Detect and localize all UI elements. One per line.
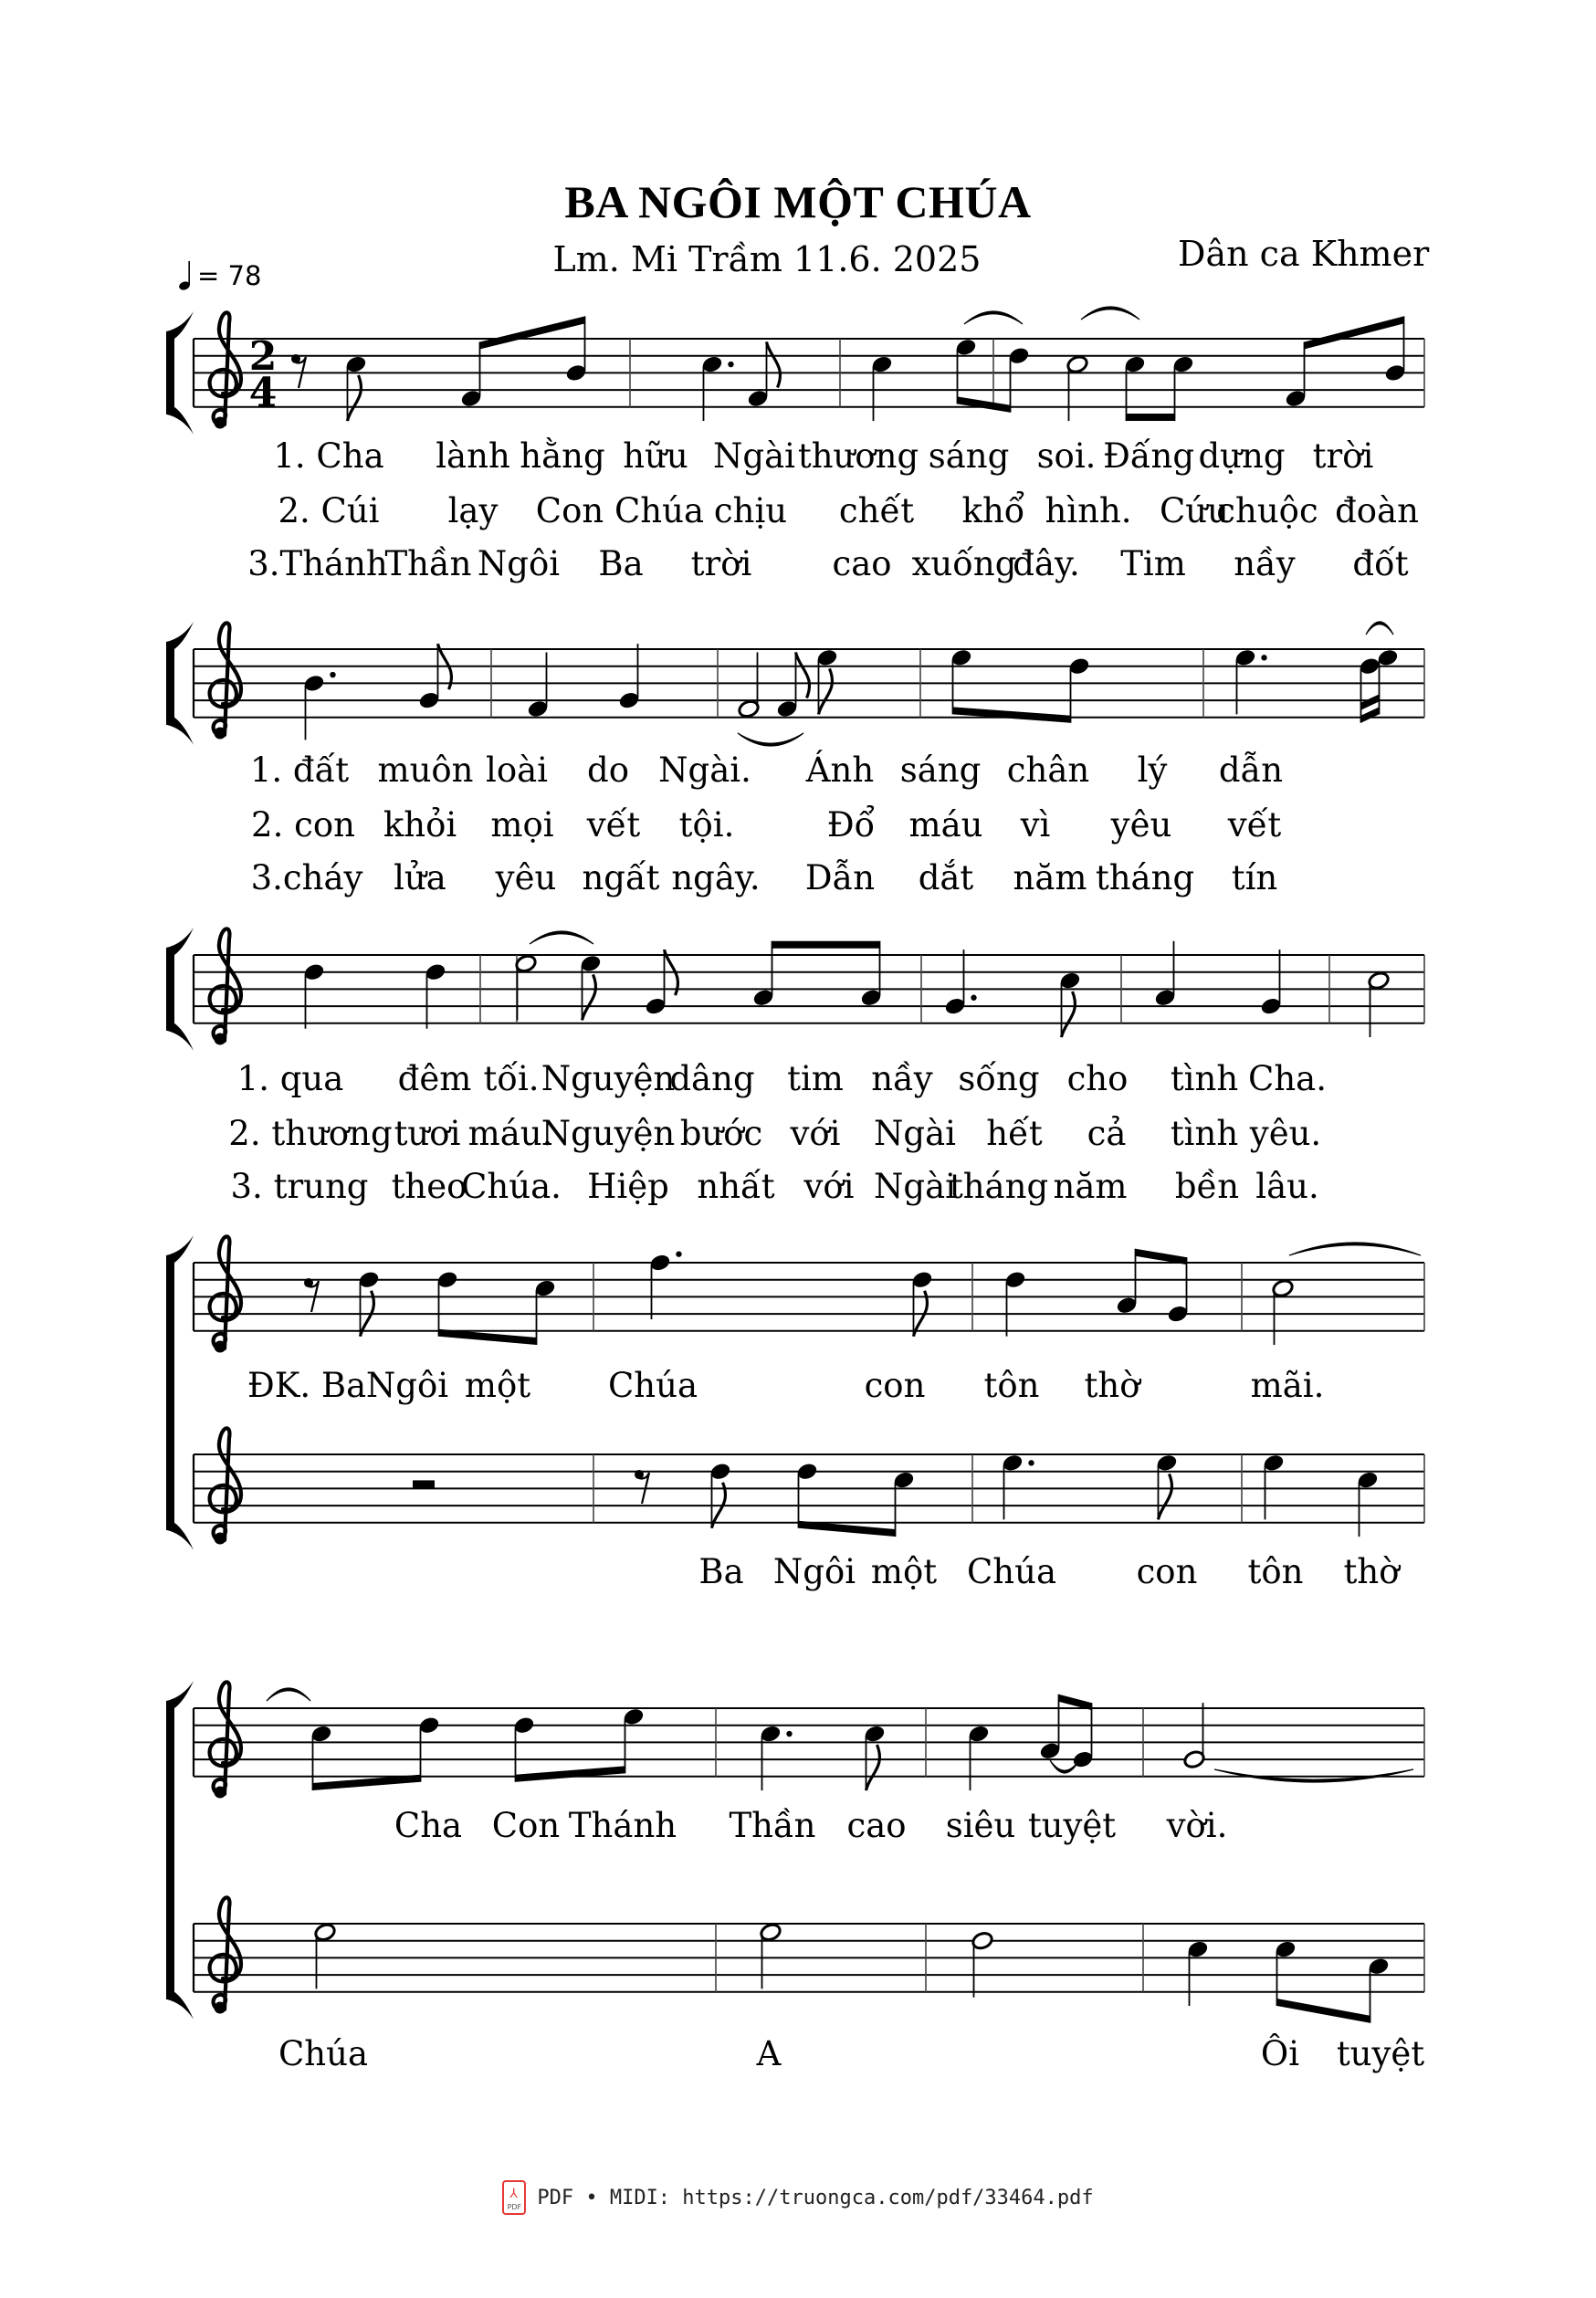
lyric-syllable: hằng: [520, 436, 605, 476]
quarter-note: [1186, 1939, 1209, 2006]
lyric-syllable: đoàn: [1335, 491, 1419, 530]
quarter-note: [1001, 1453, 1034, 1519]
quarter-note: [775, 652, 809, 719]
treble-clef-icon: [210, 623, 241, 736]
lyric-syllable: yêu.: [1249, 1114, 1322, 1153]
lyric-syllable: dắt: [918, 858, 974, 897]
quarter-note: [870, 354, 893, 421]
half-note: [759, 1922, 782, 1988]
lyric-syllable: bước: [679, 1114, 763, 1153]
half-note: [1271, 1278, 1294, 1345]
lyric-syllable: siêu: [945, 1806, 1016, 1845]
quarter-note: [700, 354, 733, 421]
lyric-syllable: Ngôi: [365, 1366, 449, 1405]
lyric-syllable: bền: [1174, 1167, 1240, 1206]
lyric-syllable: năm: [1013, 858, 1087, 897]
treble-clef-icon: [210, 929, 241, 1042]
treble-clef-icon: [210, 1682, 241, 1795]
lyric-syllable: chuộc: [1216, 491, 1318, 530]
lyric-syllable: tôn: [1247, 1552, 1304, 1591]
lyric-syllable: Ngôi: [772, 1552, 856, 1591]
lyric-syllable: lành: [436, 436, 510, 476]
system-1: [166, 307, 1424, 435]
lyric-syllable: hữu: [623, 436, 688, 476]
half-rest: [413, 1480, 435, 1488]
quarter-note: [815, 647, 838, 714]
lyric-syllable: với: [803, 1167, 855, 1206]
lyric-syllable: tình: [1170, 1114, 1239, 1153]
staff: [194, 1897, 1424, 2022]
lyric-syllable: muôn: [377, 750, 474, 790]
lyric-syllable: 1. đất: [249, 750, 350, 790]
quarter-note: [1155, 1453, 1178, 1519]
lyric-syllable: thờ: [1084, 1366, 1140, 1405]
beam: [958, 396, 1011, 412]
lyric-syllable: tối.: [483, 1059, 540, 1098]
half-note: [737, 652, 760, 719]
quarter-note: [910, 1270, 933, 1337]
lyric-syllable: Chúa.: [461, 1167, 562, 1206]
system-bracket: [166, 331, 174, 414]
beam: [953, 707, 1071, 722]
quarter-note: [1071, 1703, 1094, 1769]
tie-slur: [1366, 622, 1393, 635]
quarter-note: [1007, 346, 1030, 413]
lyric-syllable: con: [1136, 1552, 1198, 1591]
quarter-note: [1356, 1470, 1379, 1537]
lyric-syllable: ngây.: [671, 858, 761, 897]
system-bracket: [166, 1701, 174, 1999]
lyric-syllable: cho: [1066, 1059, 1129, 1098]
lyric-syllable: tội.: [678, 805, 735, 845]
song-title: BA NGÔI MỘT CHÚA: [564, 176, 1032, 227]
lyric-syllable: Ba: [598, 544, 644, 583]
quarter-note: [751, 941, 774, 1008]
lyric-syllable: 3. trung: [230, 1167, 369, 1206]
staff: [194, 929, 1424, 1044]
quarter-note: [950, 647, 972, 714]
lyric-syllable: 1. Cha: [273, 436, 384, 476]
lyric-syllable: 3.cháy: [250, 858, 363, 897]
lyric-syllable: lý: [1137, 750, 1168, 790]
lyric-syllable: năm: [1053, 1167, 1128, 1206]
lyric-syllable: Thần: [384, 544, 472, 583]
half-note: [1367, 971, 1390, 1037]
quarter-note: [512, 1716, 535, 1782]
lyric-syllable: vết: [586, 805, 641, 845]
lyric-syllable: tín: [1231, 858, 1278, 897]
pdf-file-icon: ⅄ PDF: [502, 2180, 526, 2215]
staff: [194, 1682, 1424, 1798]
lyric-syllable: chịu: [713, 491, 788, 530]
lyric-syllable: tim: [787, 1059, 844, 1098]
quarter-note: [617, 644, 640, 710]
beam: [1277, 1999, 1370, 2023]
system-bracket: [166, 948, 174, 1031]
lyric-syllable: lạy: [447, 491, 499, 530]
lyric-syllable: ĐK. Ba: [247, 1366, 367, 1405]
lyric-syllable: trời: [690, 544, 752, 583]
lyric-syllable: A: [756, 2034, 782, 2073]
lyric-syllable: do: [587, 750, 629, 790]
lyric-syllable: hết: [986, 1114, 1043, 1153]
beam: [516, 1766, 625, 1781]
beam: [1127, 414, 1175, 421]
lyric-syllable: máu.: [467, 1114, 553, 1153]
system-5: [166, 1681, 1424, 2023]
lyric-syllable: một: [464, 1366, 531, 1405]
staff: [194, 1236, 1424, 1352]
lyric-syllable: tháng: [1095, 858, 1195, 897]
lyric-syllable: hình.: [1045, 491, 1132, 530]
quarter-note: [526, 652, 549, 719]
time-signature: [249, 333, 278, 416]
lyric-syllable: vết: [1227, 805, 1282, 845]
tie-slur: [1081, 307, 1139, 320]
lyric-syllable: Ngôi: [477, 544, 561, 583]
quarter-note: [622, 1706, 645, 1773]
quarter-note: [1115, 1249, 1138, 1316]
quarter-note: [1058, 971, 1081, 1037]
lyric-syllable: 2. con: [251, 805, 355, 845]
lyric-syllable: Hiệp: [587, 1167, 669, 1206]
quarter-note: [859, 941, 882, 1008]
half-note: [1182, 1703, 1205, 1769]
lyric-syllable: sống: [958, 1059, 1040, 1098]
system-2: [166, 622, 1424, 746]
footer-link[interactable]: [0, 2180, 1596, 2215]
lyric-syllable: tình: [1170, 1059, 1239, 1098]
lyric-syllable: một: [870, 1552, 938, 1591]
lyric-syllable: tươi: [394, 1114, 461, 1153]
quarter-note: [1259, 950, 1282, 1016]
quarter-note: [1153, 941, 1176, 1008]
quarter-note: [417, 1716, 440, 1782]
lyric-syllable: 3.Thánh: [247, 544, 388, 583]
lyric-syllable: Ba: [698, 1552, 744, 1591]
lyric-syllable: dựng: [1198, 436, 1286, 476]
lyric-syllable: đây.: [1013, 544, 1080, 583]
lyric-syllable: khỏi: [383, 805, 457, 845]
quarter-note: [709, 1462, 731, 1528]
quarter-note: [746, 341, 780, 408]
lyric-syllable: Chúa: [614, 491, 705, 530]
system-bracket: [166, 642, 174, 725]
lyric-syllable: ngất: [582, 858, 660, 897]
quarter-note: [310, 1724, 332, 1790]
svg-text:4: 4: [248, 370, 278, 416]
lyric-syllable: đêm: [397, 1059, 472, 1098]
lyric-syllable: lửa: [394, 858, 446, 897]
lyric-syllable: nầy: [871, 1059, 933, 1098]
quarter-note: [1376, 647, 1399, 714]
lyric-syllable: Ngài: [874, 1167, 956, 1206]
lyric-syllable: máu: [908, 805, 983, 845]
quarter-note: [795, 1462, 818, 1528]
quarter-note: [1234, 647, 1266, 714]
quarter-note: [759, 1724, 792, 1790]
lyric-syllable: Cha: [394, 1806, 463, 1845]
tie-slur: [1289, 1243, 1421, 1255]
lyric-syllable: lâu.: [1255, 1167, 1319, 1206]
quarter-note: [892, 1470, 915, 1537]
lyric-syllable: sáng: [928, 436, 1010, 476]
lyric-syllable: tuyệt: [1336, 2034, 1425, 2073]
lyric-syllable: Ngài: [874, 1114, 956, 1153]
half-note: [1066, 354, 1088, 421]
treble-clef-icon: [210, 1236, 241, 1349]
treble-clef-icon: [210, 1428, 241, 1541]
lyric-syllable: Cha.: [1248, 1059, 1327, 1098]
footer-text[interactable]: PDF • MIDI: https://truongca.com/pdf/33464.pdf: [537, 2186, 1094, 2209]
tie-slur: [964, 311, 1023, 324]
quarter-note: [436, 1270, 458, 1337]
lyric-syllable: loài: [485, 750, 549, 790]
lyric-syllable: Thánh: [568, 1806, 677, 1845]
lyric-syllable: yêu: [495, 858, 557, 897]
lyric-syllable: đốt: [1352, 544, 1409, 583]
beam: [1361, 707, 1380, 722]
tempo-value: = 78: [197, 260, 262, 291]
lyric-syllable: soi.: [1036, 436, 1097, 476]
lyric-syllable: vời.: [1166, 1806, 1228, 1845]
song-origin: Dân ca Khmer: [1178, 234, 1430, 274]
lyric-syllable: theo: [391, 1167, 467, 1206]
lyric-syllable: Ngài: [713, 436, 795, 476]
lyric-syllable: con: [864, 1366, 926, 1405]
lyric-syllable: Đấng: [1102, 436, 1195, 476]
tie-slur: [738, 733, 803, 746]
lyric-syllable: trời: [1312, 436, 1374, 476]
lyric-syllable: Nguyện: [541, 1059, 676, 1098]
lyric-syllable: Con: [491, 1806, 561, 1845]
lyric-syllable: Nguyện: [541, 1114, 676, 1153]
lyric-syllable: Dẫn: [804, 858, 876, 897]
staff: [194, 1428, 1424, 1544]
quarter-note: [648, 1251, 681, 1319]
lyric-syllable: 2. Cúi: [278, 491, 380, 530]
lyric-syllable: sáng: [899, 750, 982, 790]
quarter-note: [579, 953, 602, 1020]
lyric-syllable: với: [790, 1114, 841, 1153]
quarter-note: [967, 1724, 990, 1790]
lyric-syllable: Ánh: [805, 750, 875, 790]
quarter-note: [302, 962, 325, 1029]
quarter-note: [1367, 1957, 1390, 2023]
composer-line: Lm. Mi Trầm 11.6. 2025: [552, 239, 982, 279]
beam: [1305, 316, 1404, 349]
half-note: [313, 1922, 336, 1988]
lyric-syllable: Ngài.: [658, 750, 751, 790]
svg-text:2: 2: [248, 333, 278, 380]
lyric-syllable: Chúa: [607, 1366, 698, 1405]
lyric-syllable: dẫn: [1218, 750, 1284, 790]
lyric-syllable: Ôi: [1260, 2034, 1300, 2073]
staff: [194, 622, 1424, 746]
lyric-syllable: nhất: [697, 1167, 775, 1206]
lyric-syllable: Chúa: [278, 2034, 369, 2073]
quarter-note: [424, 962, 446, 1029]
staff: [194, 307, 1424, 429]
treble-clef-icon: [210, 1897, 241, 2010]
quarter-note: [459, 341, 482, 408]
beam: [772, 941, 880, 949]
lyric-syllable: tháng: [949, 1167, 1049, 1206]
system-bracket: [166, 1255, 174, 1530]
lyric-syllable: Chúa: [966, 1552, 1057, 1591]
lyric-syllable: yêu: [1110, 805, 1172, 845]
beam: [480, 316, 585, 349]
quarter-note: [1274, 1939, 1297, 2006]
quarter-note: [863, 1724, 886, 1790]
lyric-syllable: Tim: [1120, 544, 1186, 583]
tie-slur: [267, 1688, 310, 1701]
quarter-note: [302, 672, 335, 740]
lyric-syllable: dâng: [669, 1059, 755, 1098]
lyric-syllable: tôn: [983, 1366, 1040, 1405]
quarter-note: [1171, 354, 1194, 421]
half-note: [514, 953, 537, 1020]
quarter-note: [954, 337, 977, 404]
lyric-syllable: thương: [797, 436, 919, 476]
lyric-syllable: 2. thương: [228, 1114, 393, 1153]
lyric-syllable: cao: [846, 1806, 907, 1845]
lyric-syllable: xuống: [911, 544, 1017, 583]
lyric-syllable: 1. qua: [236, 1059, 344, 1098]
lyric-syllable: thờ: [1343, 1552, 1400, 1591]
quarter-note: [1003, 1270, 1026, 1337]
system-3: [166, 928, 1424, 1051]
quarter-note: [1284, 341, 1307, 408]
lyric-syllable: Thần: [729, 1806, 816, 1845]
lyric-syllable: chân: [1006, 750, 1090, 790]
quarter-note: [1123, 354, 1146, 421]
tie-slur: [530, 931, 593, 944]
lyric-syllable: nầy: [1234, 544, 1296, 583]
quarter-note: [357, 1270, 380, 1337]
quarter-note: [1166, 1257, 1189, 1324]
quarter-note: [1262, 1453, 1285, 1519]
lyric-syllable: Đổ: [826, 805, 876, 845]
lyric-syllable: mãi.: [1250, 1366, 1325, 1405]
lyric-syllable: mọi: [490, 805, 554, 845]
half-note: [971, 1931, 993, 1998]
treble-clef-icon: [210, 312, 241, 425]
lyric-syllable: chết: [838, 491, 915, 530]
lyric-syllable: vì: [1020, 805, 1051, 845]
lyric-syllable: Cứu: [1160, 491, 1229, 530]
quarter-note: [344, 354, 367, 421]
quarter-note: [533, 1278, 556, 1345]
quarter-note: [1067, 656, 1090, 723]
lyric-syllable: cả: [1087, 1114, 1127, 1153]
quarter-note: [1038, 1695, 1061, 1761]
lyric-syllable: cao: [832, 544, 892, 583]
lyric-syllable: khổ: [961, 491, 1025, 530]
lyric-syllable: Con: [535, 491, 604, 530]
lyric-syllable: tuyệt: [1027, 1806, 1117, 1845]
